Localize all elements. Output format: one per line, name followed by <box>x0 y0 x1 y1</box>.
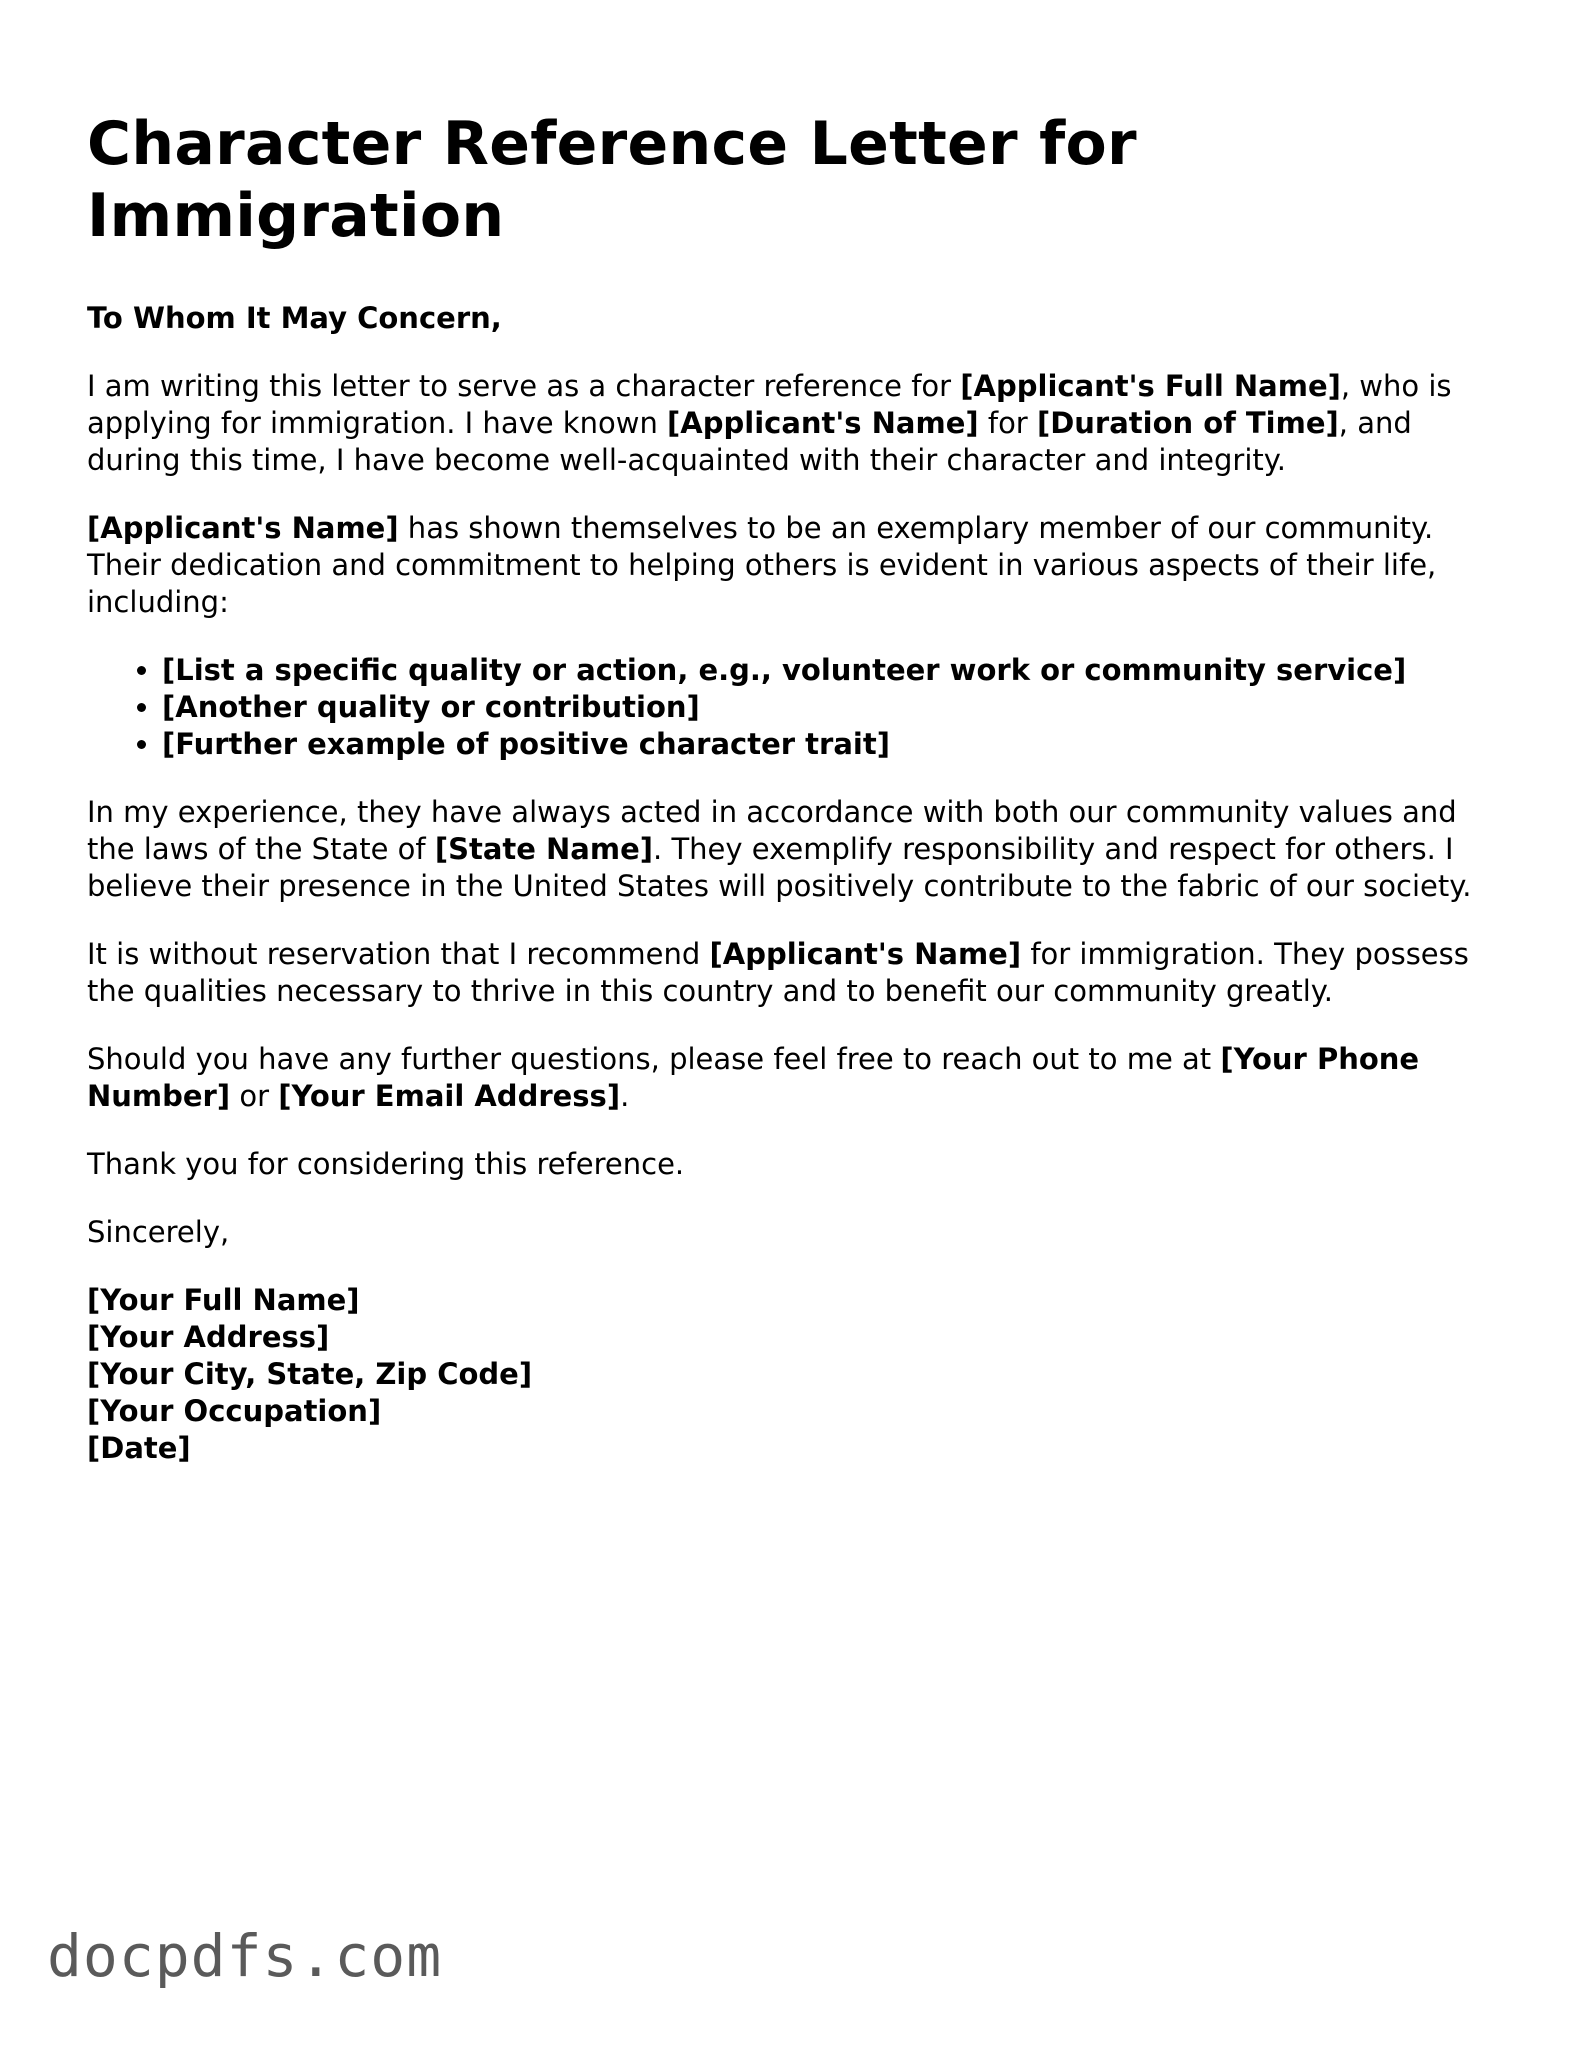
letter-page <box>87 108 1507 1467</box>
paragraph-community: [Applicant's Name] has shown themselves to be an exemplary member of our community. Their dedication and commitment to helping others is evident in various aspects of their life, including: <box>87 511 1437 619</box>
signature-name: [Your Full Name] <box>87 1283 360 1317</box>
list-item: • [Further example of positive character trait] <box>162 726 1507 763</box>
paragraph-intro: I am writing this letter to serve as a character reference for [Applicant's Full Name], who is applying for immigration. I have known [Applicant's Name] for [Duration of Time], and during this time, I have become well-acquainted with their character and integrity. <box>87 369 1452 477</box>
greeting-text: To Whom It May Concern, <box>87 301 502 335</box>
qualities-list <box>87 652 1507 763</box>
placeholder-applicant-name: [Applicant's Name] <box>667 406 979 440</box>
list-item: • [List a specific quality or action, e.g., volunteer work or community service] <box>162 652 1507 689</box>
placeholder-duration: [Duration of Time] <box>1036 406 1339 440</box>
placeholder-email: [Your Email Address] <box>278 1079 621 1113</box>
watermark: docpdfs.com <box>47 1922 443 1990</box>
signature-address: [Your Address] <box>87 1320 330 1354</box>
signature-block <box>87 1282 1507 1467</box>
placeholder-applicant-name: [Applicant's Name] <box>87 511 399 545</box>
placeholder-state-name: [State Name] <box>434 832 654 866</box>
paragraph-contact: Should you have any further questions, please feel free to reach out to me at [Your Phone Number] or [Your Email Address]. <box>87 1042 1420 1113</box>
page-title: Character Reference Letter for Immigration <box>87 109 1137 251</box>
placeholder-applicant-full-name: [Applicant's Full Name] <box>960 369 1341 403</box>
placeholder-applicant-name: [Applicant's Name] <box>709 937 1022 971</box>
placeholder-phone: [Your Phone Number] <box>87 1042 1420 1113</box>
paragraph-experience: In my experience, they have always acted in accordance with both our community values and the laws of the State of [State Name]. They exemplify responsibility and respect for others. I believe their presence in the United States will positively contribute to the fabric of our society. <box>87 795 1472 903</box>
list-item: • [Another quality or contribution] <box>162 689 1507 726</box>
greeting <box>87 300 1507 337</box>
signature-occupation: [Your Occupation] <box>87 1394 382 1428</box>
signature-city: [Your City, State, Zip Code] <box>87 1357 533 1391</box>
paragraph-thanks: Thank you for considering this reference. <box>87 1147 685 1181</box>
paragraph-recommendation: It is without reservation that I recommend [Applicant's Name] for immigration. They possess the qualities necessary to thrive in this country and to benefit our community greatly. <box>87 937 1469 1008</box>
closing: Sincerely, <box>87 1215 230 1249</box>
signature-date: [Date] <box>87 1431 191 1465</box>
